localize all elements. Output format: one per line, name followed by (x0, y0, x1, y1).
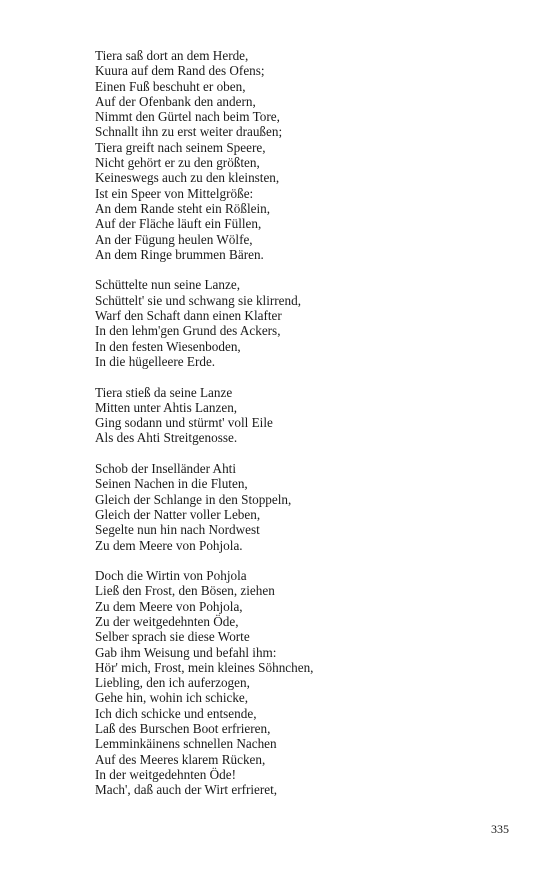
verse-line: Segelte nun hin nach Nordwest (95, 522, 260, 538)
stanza (95, 461, 495, 553)
verse-line: Einen Fuß beschuht er oben, (95, 78, 246, 94)
verse-line: Auf der Fläche läuft ein Füllen, (95, 216, 262, 232)
verse-line: An dem Rande steht ein Rößlein, (95, 200, 271, 216)
verse-line: Zu dem Meere von Pohjola, (95, 598, 243, 614)
verse-line: In den festen Wiesenboden, (95, 338, 241, 354)
verse-line: Seinen Nachen in die Fluten, (95, 476, 248, 492)
verse-line: In den lehm'gen Grund des Ackers, (95, 323, 281, 339)
verse-line: Kuura auf dem Rand des Ofens; (95, 63, 265, 79)
stanza (95, 385, 495, 446)
verse-line: Mach', daß auch der Wirt erfrieret, (95, 782, 278, 798)
verse-line: Gehe hin, wohin ich schicke, (95, 690, 249, 706)
verse-line: Gleich der Schlange in den Stoppeln, (95, 491, 292, 507)
verse-line: Laß des Burschen Boot erfrieren, (95, 721, 271, 737)
page-number: 335 (491, 822, 509, 836)
verse-line: Doch die Wirtin von Pohjola (95, 568, 247, 584)
verse-line: Liebling, den ich auferzogen, (95, 675, 250, 691)
verse-line: Als des Ahti Streitgenosse. (95, 430, 238, 446)
verse-line: Schüttelte nun seine Lanze, (95, 277, 241, 293)
stanza (95, 48, 495, 262)
verse-line: Ließ den Frost, den Bösen, ziehen (95, 583, 275, 599)
verse-line: Tiera saß dort an dem Herde, (95, 48, 249, 63)
verse-line: Mitten unter Ahtis Lanzen, (95, 399, 238, 415)
verse-line: Gleich der Natter voller Leben, (95, 506, 261, 522)
verse-line: Auf des Meeres klarem Rücken, (95, 751, 266, 767)
verse-line: Schob der Inselländer Ahti (95, 461, 236, 477)
verse-line: Zu der weitgedehnten Öde, (95, 613, 239, 629)
verse-line: Schnallt ihn zu erst weiter draußen; (95, 124, 283, 140)
verse-line: Ging sodann und stürmt' voll Eile (95, 415, 273, 431)
verse-line: Keineswegs auch zu den kleinsten, (95, 170, 280, 186)
stanza (95, 277, 495, 369)
verse-line: In die hügelleere Erde. (95, 353, 216, 369)
verse-line: Nicht gehört er zu den größten, (95, 155, 260, 171)
verse-line: Tiera greift nach seinem Speere, (95, 139, 266, 155)
verse-line: Nimmt den Gürtel nach beim Tore, (95, 109, 280, 125)
poem-text (95, 48, 495, 813)
verse-line: Gab ihm Weisung und befahl ihm: (95, 644, 277, 660)
verse-line: An dem Ringe brummen Bären. (95, 246, 264, 262)
verse-line: Lemminkäinens schnellen Nachen (95, 736, 277, 752)
verse-line: In der weitgedehnten Öde! (95, 766, 236, 782)
verse-line: Schüttelt' sie und schwang sie klirrend, (95, 292, 302, 308)
verse-line: Auf der Ofenbank den andern, (95, 93, 256, 109)
verse-line: Tiera stieß da seine Lanze (95, 384, 233, 400)
verse-line: Warf den Schaft dann einen Klafter (95, 308, 282, 324)
verse-line: Ich dich schicke und entsende, (95, 705, 257, 721)
verse-line: Zu dem Meere von Pohjola. (95, 537, 243, 553)
stanza (95, 568, 495, 797)
verse-line: An der Fügung heulen Wölfe, (95, 231, 253, 247)
verse-line: Hör' mich, Frost, mein kleines Söhnchen, (95, 659, 314, 675)
verse-line: Selber sprach sie diese Worte (95, 629, 250, 645)
verse-line: Ist ein Speer von Mittelgröße: (95, 185, 254, 201)
